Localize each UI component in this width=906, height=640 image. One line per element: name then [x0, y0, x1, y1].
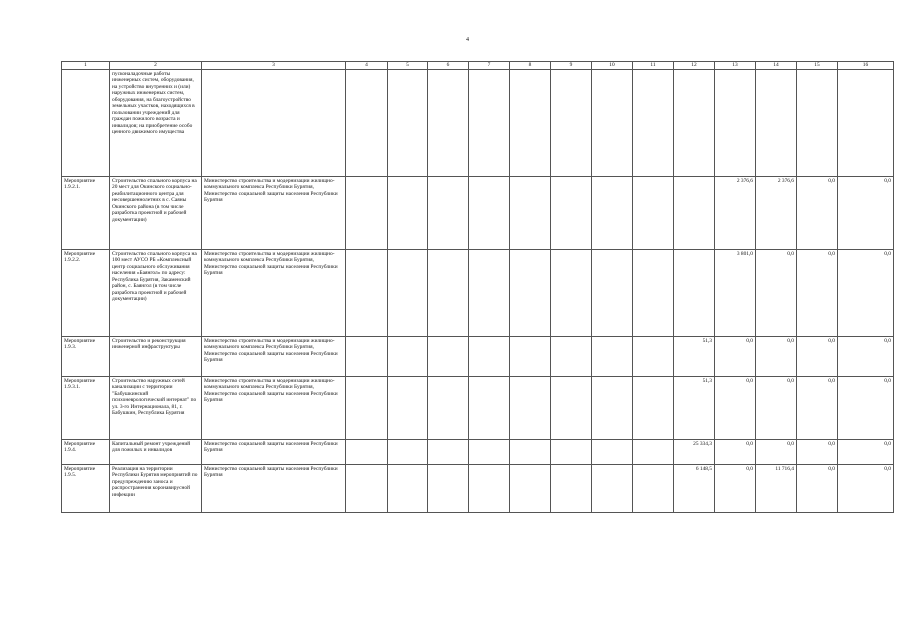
column-number: 11	[633, 62, 674, 70]
table-row	[62, 336, 894, 376]
value-cell: 0,0	[797, 176, 838, 249]
event-name-cell: Строительство спального корпуса на 100 мест АУСО РБ «Комплексный центр социального обслуживания населения «Баянгол» по адресу: Республика Бурятия, Закаменский район, с. Баянгол (в том числе разработка проектной и рабочей документации)	[110, 249, 202, 336]
column-number: 2	[110, 62, 202, 70]
value-cell	[346, 176, 388, 249]
table-row	[62, 176, 894, 249]
value-cell: 0,0	[797, 336, 838, 376]
value-cell: 6 148,5	[674, 464, 715, 512]
value-cell	[592, 69, 633, 176]
value-cell	[388, 336, 428, 376]
value-cell: 25 334,3	[674, 439, 715, 464]
column-number: 9	[551, 62, 592, 70]
column-number: 3	[202, 62, 346, 70]
value-cell	[469, 439, 510, 464]
event-code-cell	[62, 69, 110, 176]
executor-cell: Министерство строительства и модернизации жилищно-коммунального комплекса Республики Бурятия, Министерство социальной защиты населения Республики Бурятия	[202, 376, 346, 439]
value-cell	[388, 439, 428, 464]
value-cell	[428, 176, 469, 249]
value-cell	[592, 176, 633, 249]
value-cell	[592, 336, 633, 376]
value-cell	[551, 376, 592, 439]
value-cell	[428, 336, 469, 376]
value-cell: 0,0	[797, 464, 838, 512]
value-cell	[428, 464, 469, 512]
value-cell	[510, 464, 551, 512]
column-number: 5	[388, 62, 428, 70]
value-cell: 0,0	[797, 376, 838, 439]
value-cell: 0,0	[797, 249, 838, 336]
value-cell	[388, 376, 428, 439]
value-cell	[592, 464, 633, 512]
value-cell	[469, 464, 510, 512]
column-number: 6	[428, 62, 469, 70]
value-cell	[346, 464, 388, 512]
table-row	[62, 376, 894, 439]
value-cell: 2 376,6	[756, 176, 797, 249]
value-cell	[633, 176, 674, 249]
value-cell	[388, 464, 428, 512]
value-cell	[428, 376, 469, 439]
value-cell	[469, 376, 510, 439]
event-name-cell: Строительство спального корпуса на 20 мест для Окинского социально-реабилитационного центра для несовершеннолетних в с. Саяны Окинского района (в том числе разработка проектной и рабочей документации)	[110, 176, 202, 249]
column-number: 10	[592, 62, 633, 70]
value-cell	[674, 69, 715, 176]
value-cell	[633, 439, 674, 464]
value-cell: 0,0	[797, 439, 838, 464]
value-cell	[715, 69, 756, 176]
value-cell	[388, 176, 428, 249]
event-code-cell: Мероприятие 1.9.5.	[62, 464, 110, 512]
value-cell	[428, 439, 469, 464]
column-number: 14	[756, 62, 797, 70]
value-cell	[510, 336, 551, 376]
value-cell	[838, 69, 894, 176]
value-cell	[469, 249, 510, 336]
value-cell	[633, 69, 674, 176]
value-cell: 0,0	[756, 249, 797, 336]
table-row	[62, 249, 894, 336]
executor-cell: Министерство строительства и модернизации жилищно-коммунального комплекса Республики Бурятия, Министерство социальной защиты населения Республики Бурятия	[202, 336, 346, 376]
table-row	[62, 439, 894, 464]
value-cell	[346, 376, 388, 439]
value-cell	[551, 176, 592, 249]
value-cell: 0,0	[838, 176, 894, 249]
value-cell	[592, 376, 633, 439]
value-cell: 0,0	[756, 439, 797, 464]
value-cell: 0,0	[838, 464, 894, 512]
value-cell	[633, 376, 674, 439]
value-cell: 0,0	[715, 336, 756, 376]
value-cell: 51,3	[674, 336, 715, 376]
value-cell	[592, 439, 633, 464]
value-cell	[551, 249, 592, 336]
column-number: 12	[674, 62, 715, 70]
value-cell: 0,0	[715, 376, 756, 439]
value-cell	[428, 69, 469, 176]
column-number: 15	[797, 62, 838, 70]
column-number: 8	[510, 62, 551, 70]
column-number: 1	[62, 62, 110, 70]
event-code-cell: Мероприятие 1.9.3.1.	[62, 376, 110, 439]
value-cell: 0,0	[715, 439, 756, 464]
value-cell	[551, 69, 592, 176]
event-name-cell: Реализация на территории Республики Бурятия мероприятий по предупреждению заноса и распространения коронавирусной инфекции	[110, 464, 202, 512]
value-cell: 0,0	[838, 336, 894, 376]
value-cell: 0,0	[838, 439, 894, 464]
value-cell: 0,0	[838, 376, 894, 439]
event-name-cell: Капитальный ремонт учреждений для пожилых и инвалидов	[110, 439, 202, 464]
table-row	[62, 69, 894, 176]
value-cell	[592, 249, 633, 336]
event-code-cell: Мероприятие 1.9.4.	[62, 439, 110, 464]
value-cell	[346, 69, 388, 176]
value-cell	[551, 439, 592, 464]
program-table	[61, 61, 894, 513]
value-cell	[510, 69, 551, 176]
value-cell	[428, 249, 469, 336]
executor-cell	[202, 69, 346, 176]
value-cell	[510, 376, 551, 439]
event-name-cell: пусконаладочные работы инженерных систем, оборудования, на устройство внутренних и (или) наружных инженерных систем, оборудования, на благоустройство земельных участков, находящихся в пользовании учреждений для граждан пожилого возраста и инвалидов; на приобретение особо ценного движимого имущества	[110, 69, 202, 176]
value-cell: 3 801,0	[715, 249, 756, 336]
value-cell	[797, 69, 838, 176]
column-number: 13	[715, 62, 756, 70]
value-cell: 0,0	[715, 464, 756, 512]
value-cell: 0,0	[756, 376, 797, 439]
event-name-cell: Строительство наружных сетей канализации с территории "Бабушкинский психоневрологический интернат" по ул. 3-го Интернационала, 81, г. Бабушкин, Республика Бурятия	[110, 376, 202, 439]
value-cell	[346, 439, 388, 464]
value-cell	[633, 336, 674, 376]
value-cell	[633, 464, 674, 512]
executor-cell: Министерство строительства и модернизации жилищно-коммунального комплекса Республики Бурятия, Министерство социальной защиты населения Республики Бурятия	[202, 176, 346, 249]
value-cell	[346, 336, 388, 376]
executor-cell: Министерство социальной защиты населения Республики Бурятия	[202, 439, 346, 464]
value-cell	[469, 336, 510, 376]
value-cell: 0,0	[838, 249, 894, 336]
value-cell	[469, 176, 510, 249]
event-code-cell: Мероприятие 1.9.2.1.	[62, 176, 110, 249]
value-cell	[388, 249, 428, 336]
value-cell	[388, 69, 428, 176]
value-cell: 51,3	[674, 376, 715, 439]
table-body	[62, 62, 894, 513]
value-cell	[551, 464, 592, 512]
value-cell	[551, 336, 592, 376]
value-cell	[674, 249, 715, 336]
event-name-cell: Строительство и реконструкция инженерной инфраструктуры	[110, 336, 202, 376]
event-code-cell: Мероприятие 1.9.2.2.	[62, 249, 110, 336]
value-cell	[510, 439, 551, 464]
value-cell: 2 376,6	[715, 176, 756, 249]
column-number: 7	[469, 62, 510, 70]
value-cell: 11 716,4	[756, 464, 797, 512]
table-row	[62, 464, 894, 512]
executor-cell: Министерство строительства и модернизации жилищно-коммунального комплекса Республики Бурятия, Министерство социальной защиты населения Республики Бурятия	[202, 249, 346, 336]
value-cell: 0,0	[756, 336, 797, 376]
event-code-cell: Мероприятие 1.9.3.	[62, 336, 110, 376]
value-cell	[346, 249, 388, 336]
value-cell	[674, 176, 715, 249]
page-number: 4	[466, 37, 469, 43]
column-number: 16	[838, 62, 894, 70]
executor-cell: Министерство социальной защиты населения Республики Бурятия	[202, 464, 346, 512]
value-cell	[510, 176, 551, 249]
value-cell	[756, 69, 797, 176]
column-number-row	[62, 62, 894, 70]
value-cell	[633, 249, 674, 336]
value-cell	[469, 69, 510, 176]
value-cell	[510, 249, 551, 336]
column-number: 4	[346, 62, 388, 70]
